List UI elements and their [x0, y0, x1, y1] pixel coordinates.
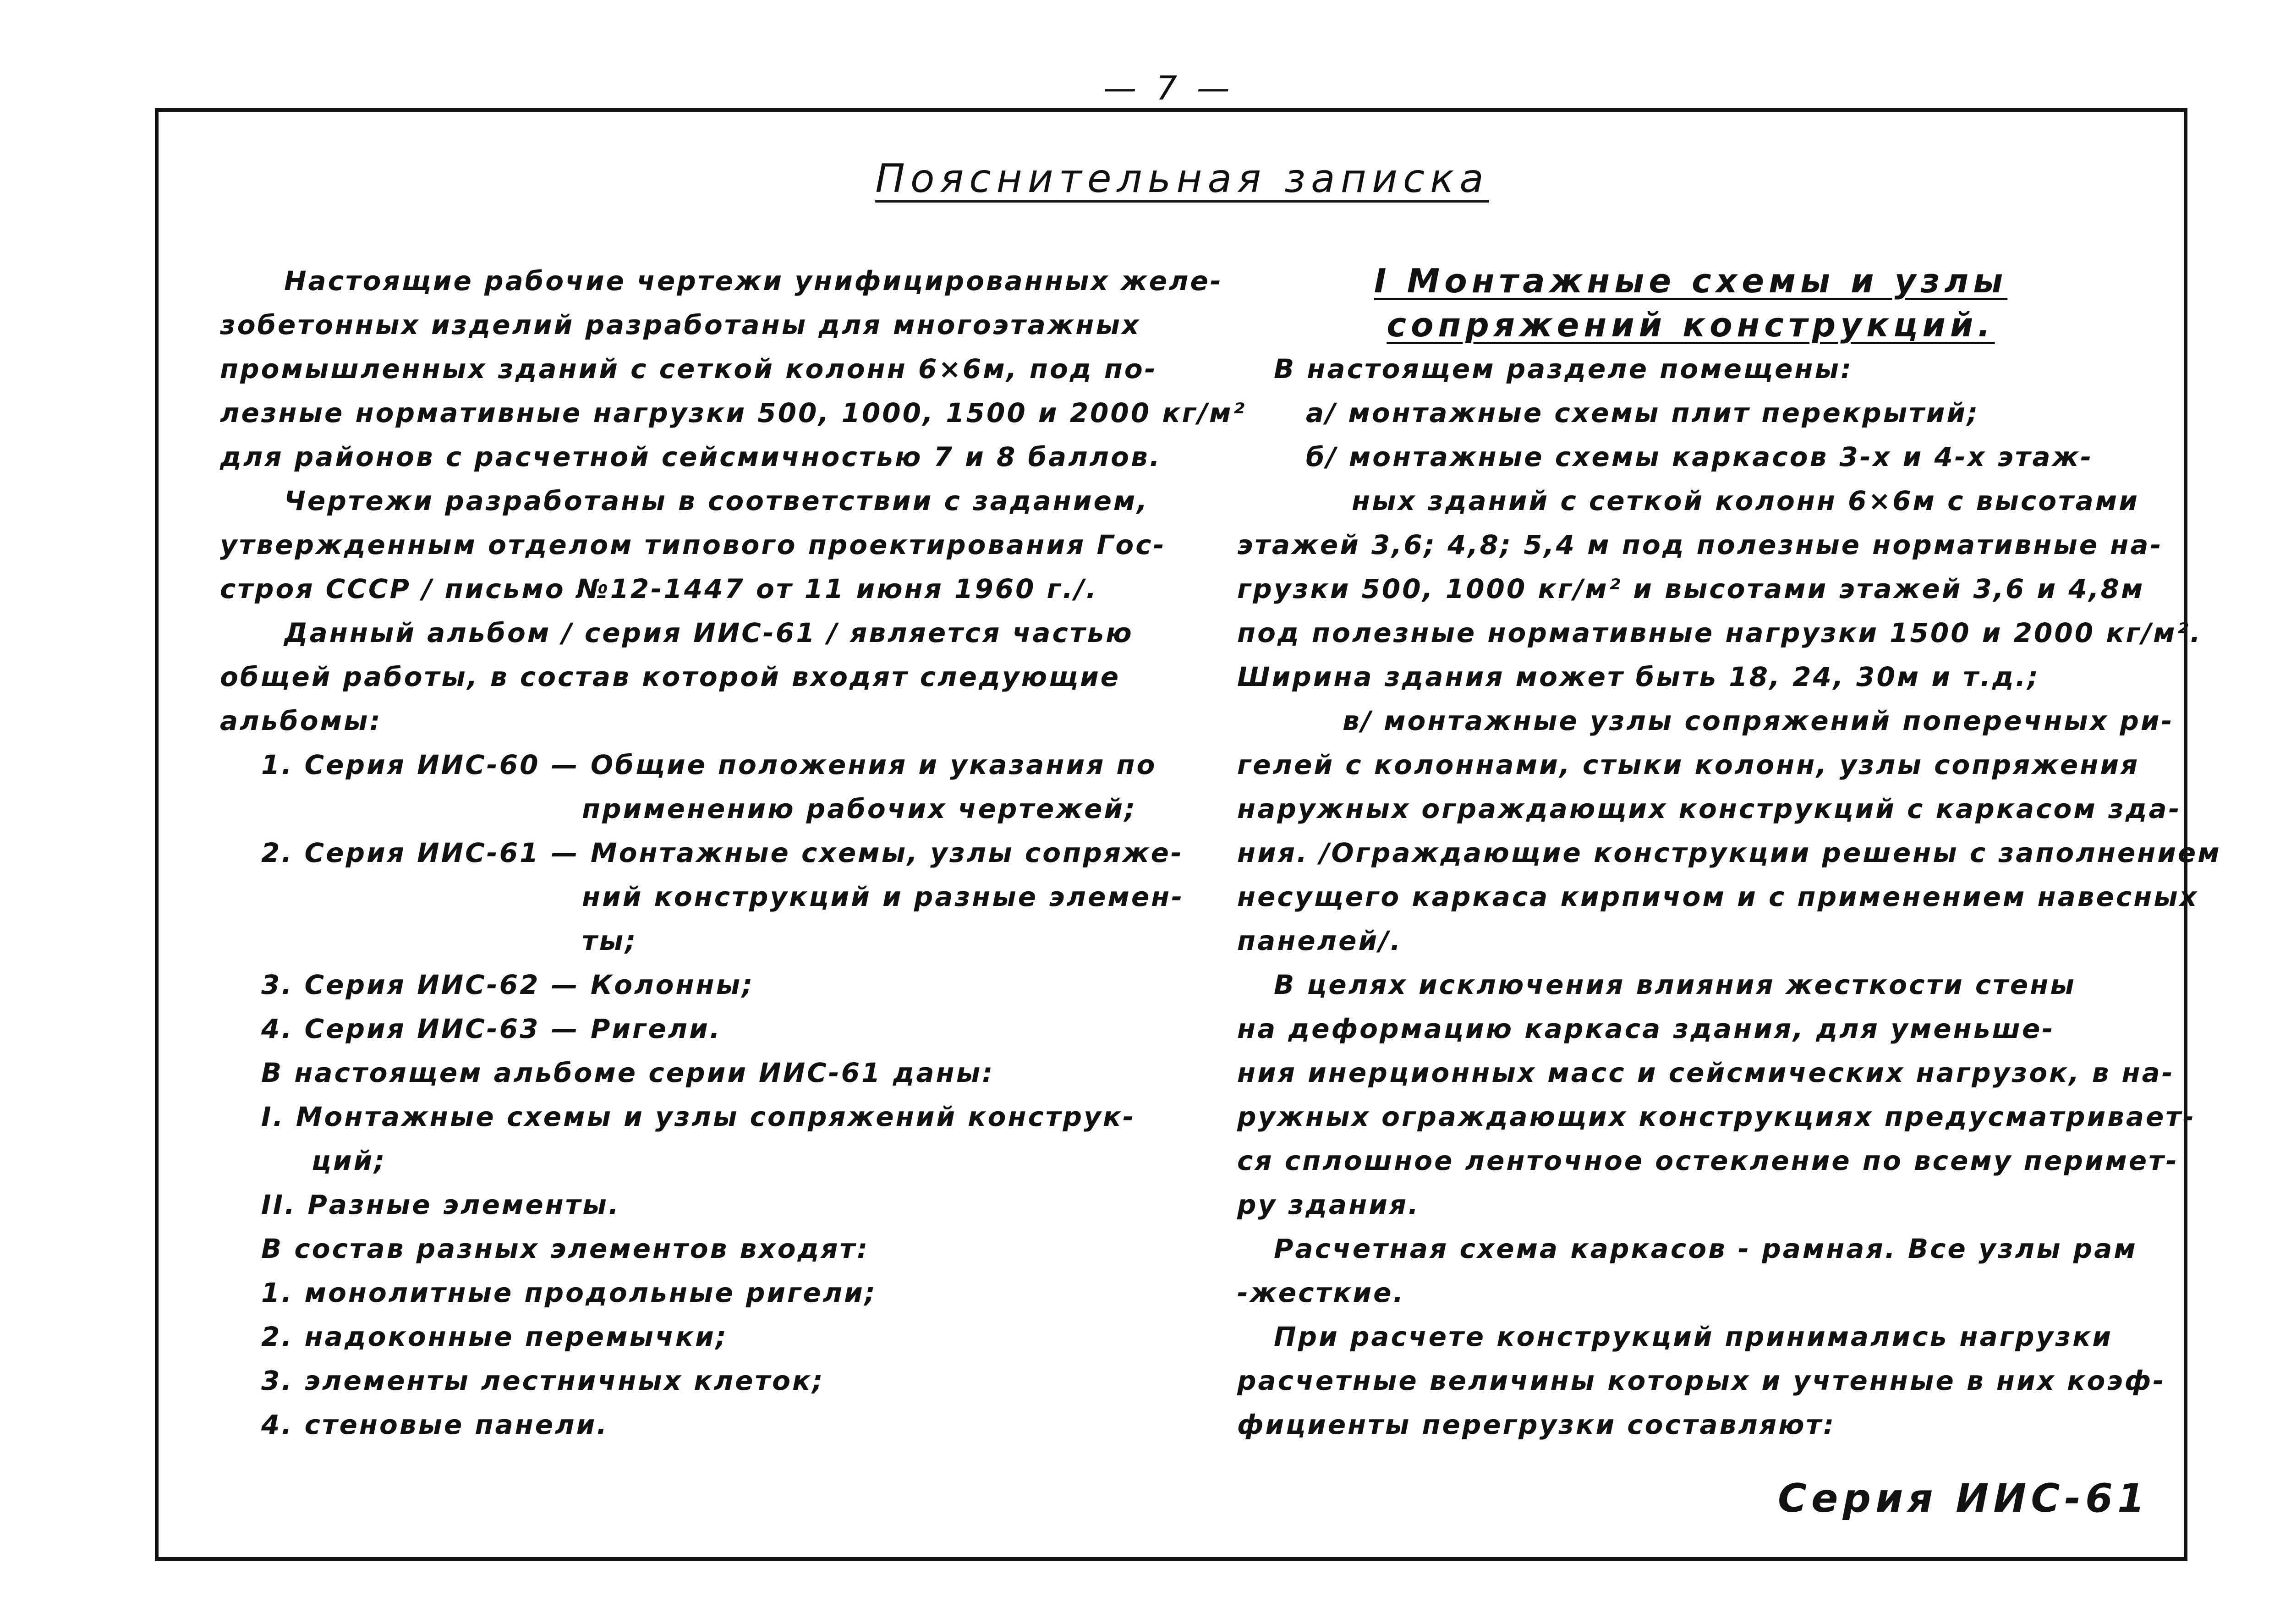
list-item-continuation: ты; — [582, 925, 638, 956]
series-stamp: Серия ИИС-61 — [1778, 1476, 2149, 1521]
text-line: В настоящем альбоме серии ИИС-61 даны: — [261, 1057, 995, 1088]
text-line: В настоящем разделе помещены: — [1274, 353, 1853, 384]
text-line: Данный альбом / серия ИИС-61 / является частью — [284, 617, 1134, 648]
page-title: Пояснительная записка — [875, 156, 1489, 202]
text-line: утвержденным отделом типового проектирования Гос- — [220, 529, 1166, 560]
section-heading: I Монтажные схемы и узлы — [1374, 262, 2008, 300]
text-line: промышленных зданий с сеткой колонн 6×6м, под по- — [220, 353, 1157, 384]
text-line: панелей/. — [1237, 925, 1403, 956]
list-item: I. Монтажные схемы и узлы сопряжений конструк- — [261, 1101, 1136, 1132]
text-line: ния инерционных масс и сейсмических нагрузок, в на- — [1237, 1057, 2175, 1088]
list-item-continuation: применению рабочих чертежей; — [582, 793, 1137, 824]
list-item-continuation: ций; — [312, 1145, 387, 1176]
text-line: несущего каркаса кирпичом и с применением навесных — [1237, 881, 2199, 912]
text-line: на деформацию каркаса здания, для уменьше- — [1237, 1013, 2055, 1044]
right-column — [1237, 259, 2221, 1447]
text-line: гелей с колоннами, стыки колонн, узлы сопряжения — [1237, 749, 2140, 780]
text-line: В целях исключения влияния жесткости стены — [1274, 969, 2076, 1000]
list-item: б/ монтажные схемы каркасов 3-х и 4-х этаж- — [1306, 441, 2094, 472]
list-item: 3. Серия ИИС-62 — Колонны; — [261, 969, 755, 1000]
list-item: 2. Серия ИИС-61 — Монтажные схемы, узлы сопряже- — [261, 837, 1184, 868]
text-line: Расчетная схема каркасов - рамная. Все узлы рам — [1274, 1233, 2138, 1264]
text-line: этажей 3,6; 4,8; 5,4 м под полезные нормативные на- — [1237, 529, 2163, 560]
page-number: — 7 — — [1103, 69, 1234, 107]
list-item: в/ монтажные узлы сопряжений поперечных ри- — [1343, 705, 2174, 736]
text-line: ся сплошное ленточное остекление по всему перимет- — [1237, 1145, 2179, 1176]
list-item: 4. стеновые панели. — [261, 1409, 609, 1440]
text-line: наружных ограждающих конструкций с каркасом зда- — [1237, 793, 2181, 824]
text-line: ру здания. — [1237, 1189, 1420, 1220]
list-item: 4. Серия ИИС-63 — Ригели. — [261, 1013, 722, 1044]
text-line: лезные нормативные нагрузки 500, 1000, 1500 и 2000 кг/м² — [220, 397, 1246, 428]
text-line: В состав разных элементов входят: — [261, 1233, 870, 1264]
list-item: II. Разные элементы. — [261, 1189, 620, 1220]
text-line: общей работы, в состав которой входят следующие — [220, 661, 1121, 692]
left-column — [220, 259, 1246, 1447]
list-item-continuation: ний конструкций и разные элемен- — [582, 881, 1184, 912]
text-line: расчетные величины которых и учтенные в них коэф- — [1237, 1365, 2166, 1396]
text-line: грузки 500, 1000 кг/м² и высотами этажей 3,6 и 4,8м — [1237, 573, 2145, 604]
list-item: 2. надоконные перемычки; — [261, 1321, 728, 1352]
section-heading-continuation: сопряжений конструкций. — [1387, 306, 1995, 344]
list-item: 1. Серия ИИС-60 — Общие положения и указания по — [261, 749, 1157, 780]
text-line: ния. /Ограждающие конструкции решены с заполнением — [1237, 837, 2221, 868]
text-line: строя СССР / письмо №12-1447 от 11 июня 1960 г./. — [220, 573, 1098, 604]
text-line: Ширина здания может быть 18, 24, 30м и т.д.; — [1237, 661, 2040, 692]
list-item: 3. элементы лестничных клеток; — [261, 1365, 825, 1396]
text-line: -жесткие. — [1237, 1277, 1405, 1308]
list-item: а/ монтажные схемы плит перекрытий; — [1306, 397, 1980, 428]
text-line: фициенты перегрузки составляют: — [1237, 1409, 1836, 1440]
text-line: зобетонных изделий разработаны для многоэтажных — [220, 309, 1141, 340]
text-line: ружных ограждающих конструкциях предусматривает- — [1237, 1101, 2196, 1132]
text-line: под полезные нормативные нагрузки 1500 и 2000 кг/м². — [1237, 617, 2202, 648]
text-line: Настоящие рабочие чертежи унифицированных желе- — [284, 265, 1223, 296]
list-item-continuation: ных зданий с сеткой колонн 6×6м с высотами — [1352, 485, 2139, 516]
list-item: 1. монолитные продольные ригели; — [261, 1277, 877, 1308]
text-line: При расчете конструкций принимались нагрузки — [1274, 1321, 2113, 1352]
text-line: Чертежи разработаны в соответствии с заданием, — [284, 485, 1149, 516]
text-line: альбомы: — [220, 705, 382, 736]
text-line: для районов с расчетной сейсмичностью 7 и 8 баллов. — [220, 441, 1162, 472]
